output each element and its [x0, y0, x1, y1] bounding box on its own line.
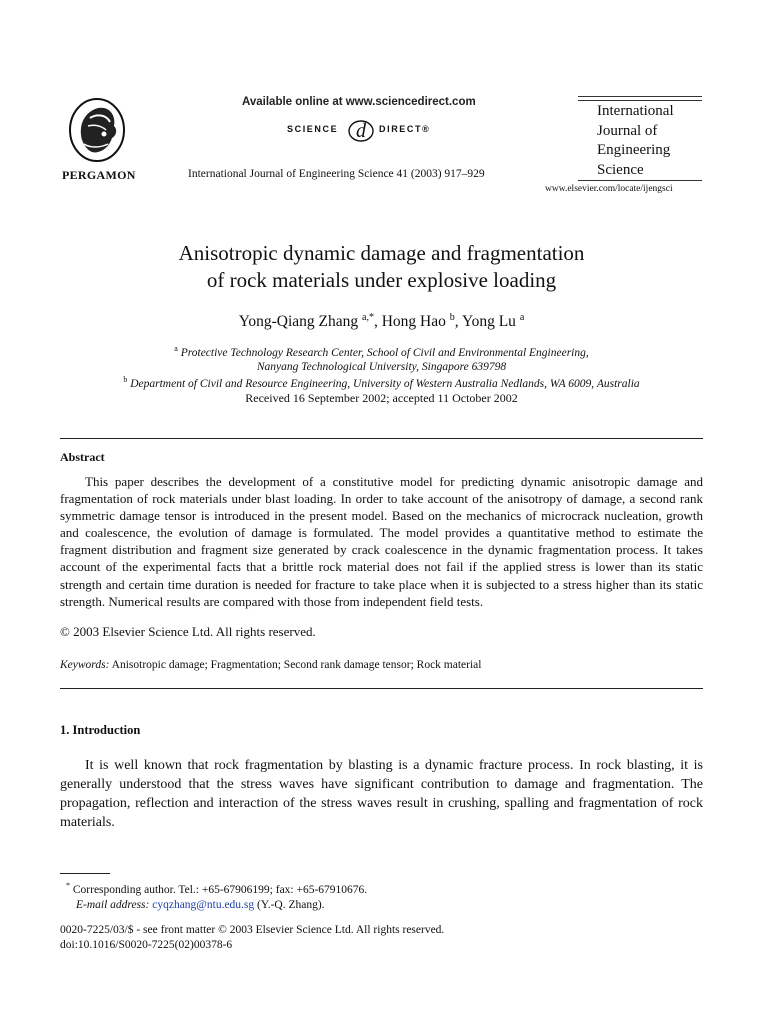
affiliation-b	[60, 373, 703, 391]
issn-line: 0020-7225/03/$ - see front matter © 2003 Elsevier Science Ltd. All rights reserved.	[60, 924, 445, 936]
article-title-line2: of rock materials under explosive loading	[206, 268, 557, 292]
keywords-label: Keywords:	[60, 659, 110, 671]
journal-title: International Journal of Engineering Science	[597, 103, 674, 178]
section-heading-introduction: 1. Introduction	[60, 723, 141, 737]
publication-info	[60, 923, 444, 953]
affiliation-b-text: Department of Civil and Resource Engineering, University of Western Australia Nedlands, WA 6009, Australia	[130, 377, 640, 390]
publisher-name: PERGAMON	[62, 168, 136, 182]
journal-citation: International Journal of Engineering Science 41 (2003) 917–929	[188, 168, 485, 180]
helmet-head-icon	[66, 96, 128, 168]
divider	[60, 438, 703, 439]
divider	[60, 688, 703, 689]
abstract-copyright: © 2003 Elsevier Science Ltd. All rights reserved.	[60, 624, 316, 639]
journal-box-rule-bottom	[578, 180, 702, 181]
available-online-text[interactable]: Available online at www.sciencedirect.com	[242, 96, 476, 108]
author-affiliation-mark: a,*	[362, 312, 374, 323]
footnote-marker: *	[66, 881, 70, 890]
email-link[interactable]: cyqzhang@ntu.edu.sg	[152, 898, 255, 911]
sciencedirect-logo[interactable]	[287, 116, 447, 144]
sciencedirect-left-text: SCIENCE	[287, 124, 339, 134]
author-name: Yong Lu	[461, 313, 516, 331]
footnote-corresponding: Corresponding author. Tel.: +65-67906199; fax: +65-67910676.	[72, 883, 368, 896]
affiliation-label: b	[123, 375, 128, 384]
footnote-rule	[60, 873, 110, 874]
journal-box-rule-top-thin	[578, 100, 702, 101]
introduction-paragraph: It is well known that rock fragmentation by blasting is a dynamic fracture process. In rock blasting, it is generally understood that the stress waves have significant contribution to damage and fragmentation. The propagation, reflection and interaction of the stress waves result in crushing, spalling and fragmentation of rock materials.	[60, 758, 703, 830]
author-separator: ,	[373, 313, 382, 331]
sciencedirect-d-letter: d	[356, 120, 366, 142]
doi-line[interactable]: doi:10.1016/S0020-7225(02)00378-6	[60, 939, 233, 951]
keywords-text: Anisotropic damage; Fragmentation; Second rank damage tensor; Rock material	[111, 659, 482, 671]
abstract-heading: Abstract	[60, 450, 105, 464]
publisher-logo	[66, 96, 128, 168]
journal-box-rule-top	[578, 96, 702, 97]
sciencedirect-d-icon	[347, 116, 375, 144]
author-affiliation-mark: a	[519, 312, 525, 323]
footnote-email-suffix: (Y.-Q. Zhang).	[257, 898, 325, 911]
keywords	[60, 659, 481, 671]
affiliation-label: a	[174, 344, 178, 353]
journal-url-link[interactable]: www.elsevier.com/locate/ijengsci	[545, 184, 673, 194]
article-title-line1: Anisotropic dynamic damage and fragmentation	[178, 241, 585, 265]
received-dates: Received 16 September 2002; accepted 11 October 2002	[245, 391, 518, 405]
author-name: Yong-Qiang Zhang	[238, 313, 359, 331]
abstract-body: This paper describes the development of a constitutive model for predicting dynamic anisotropic damage and fragmentation of rock materials under blast loading. In order to take account of the anisotropy of damage, a second rank symmetric damage tensor is introduced in the present model. Based on the mechanics of microcrack nucleation, growth and coalescence, the evolution of damage is formulated. The model provides a quantitative method to estimate the fragment distribution and fragment size generated by crack coalescence in the dynamic fragmentation process. It takes account of the experimental facts that a brittle rock material does not fail if the applied stress is lower than its static strength and certain time duration is needed for fracture to take place when it is subjected to a stress higher than its static strength. Numerical results are compared with those from independent field tests.	[60, 474, 703, 609]
author-list	[60, 312, 703, 331]
article-title	[60, 240, 703, 294]
author-name: Hong Hao	[381, 313, 446, 331]
sciencedirect-right-text: DIRECT®	[379, 124, 431, 134]
footnote	[66, 878, 367, 913]
affiliation-a-line1: Protective Technology Research Center, School of Civil and Environmental Engineering,	[180, 346, 589, 359]
author-separator: ,	[454, 313, 462, 331]
author-affiliation-mark: b	[449, 312, 455, 323]
footnote-email-label: E-mail address:	[76, 898, 150, 911]
affiliation-a-line2: Nanyang Technological University, Singapore 639798	[256, 361, 507, 374]
affiliation-a	[60, 342, 703, 375]
